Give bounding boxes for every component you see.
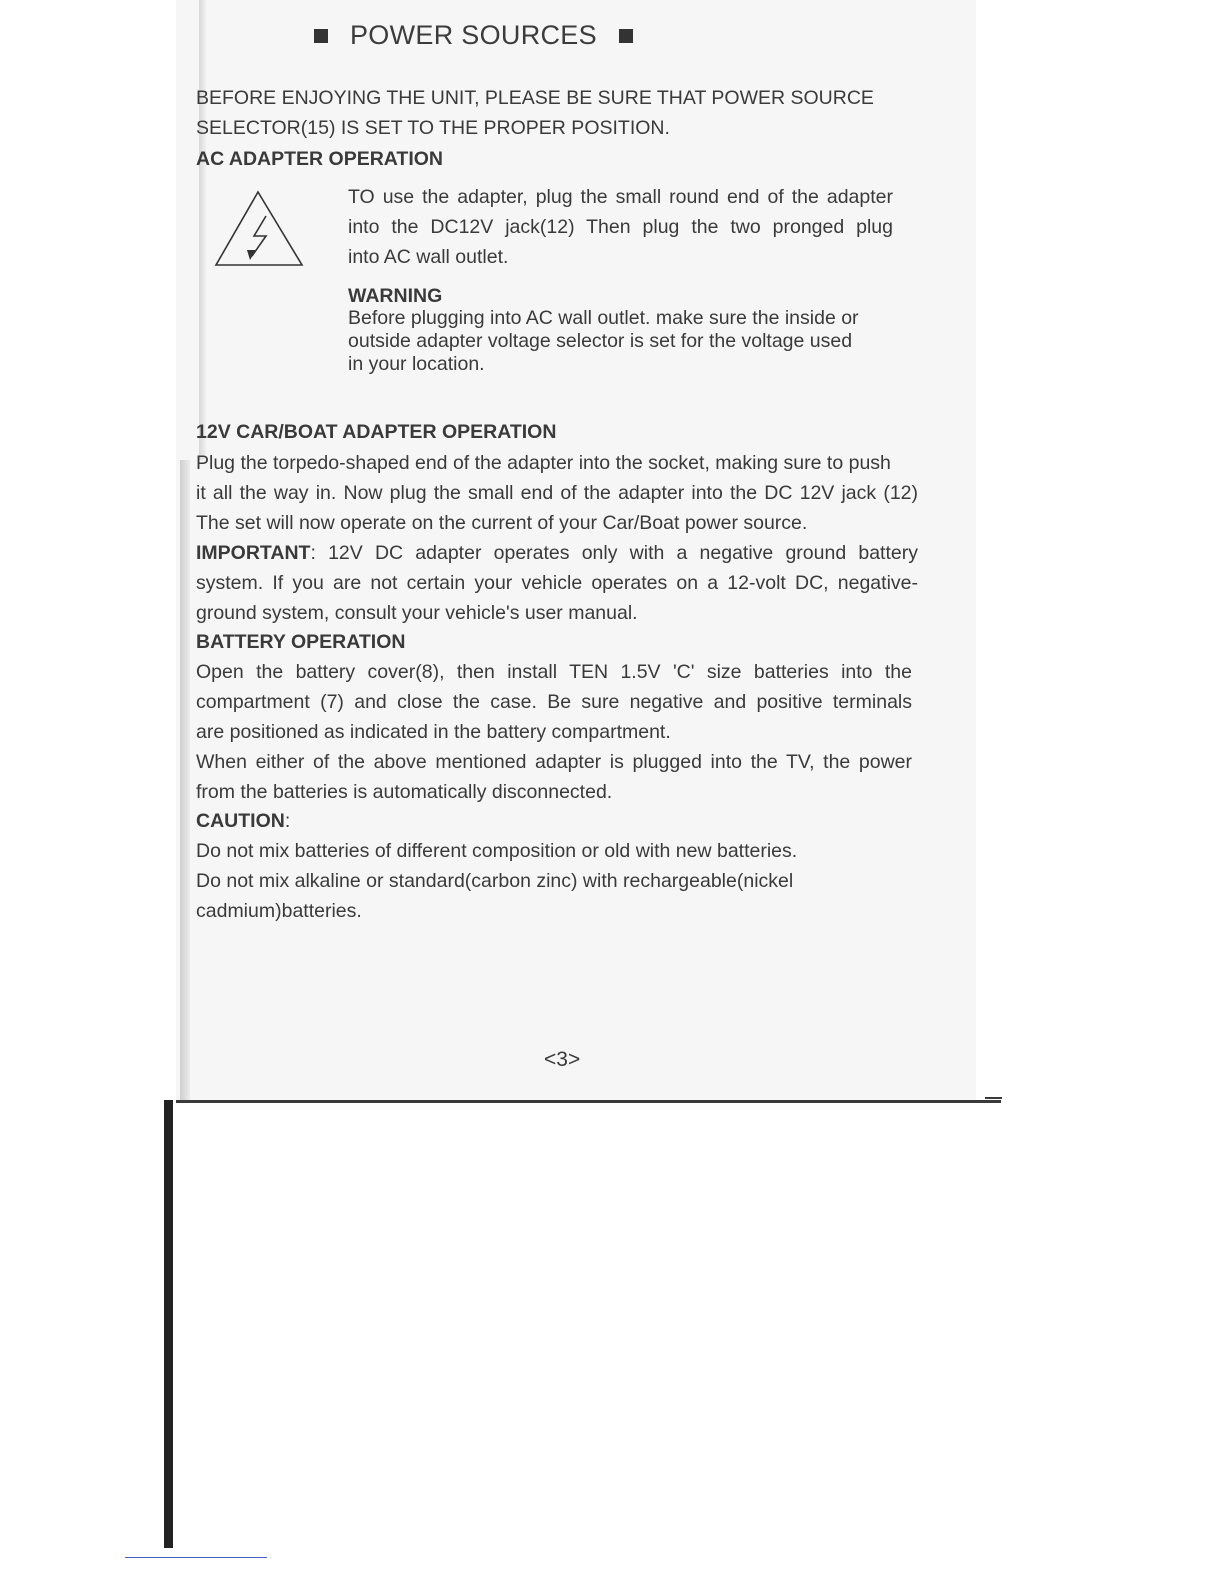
- caution-paragraph: [196, 836, 797, 926]
- page-title: POWER SOURCES: [350, 20, 597, 50]
- ac-line: into the DC12V jack(12) Then plug the two pronged plug: [348, 216, 893, 238]
- important-line: [196, 538, 918, 568]
- lightning-warning-icon: [214, 190, 304, 268]
- important-label: IMPORTANT: [196, 542, 311, 564]
- page-title-row: [314, 20, 633, 51]
- ac-adapter-paragraph: [348, 182, 893, 272]
- warning-line: Before plugging into AC wall outlet. make sure the inside or: [348, 307, 859, 329]
- binding-edge: [164, 1100, 173, 1548]
- battery-paragraph: [196, 657, 912, 807]
- car-boat-heading: 12V CAR/BOAT ADAPTER OPERATION: [196, 421, 557, 443]
- intro-line: SELECTOR(15) IS SET TO THE PROPER POSITION.: [196, 117, 670, 139]
- car-boat-paragraph: [196, 448, 918, 628]
- page-number: <3>: [544, 1048, 581, 1071]
- car-line: The set will now operate on the current of your Car/Boat power source.: [196, 512, 808, 534]
- caution-line: cadmium)batteries.: [196, 900, 362, 922]
- ac-line: TO use the adapter, plug the small round end of the adapter: [348, 186, 893, 208]
- intro-paragraph: [196, 83, 874, 143]
- car-line: Plug the torpedo-shaped end of the adapter into the socket, making sure to push: [196, 452, 891, 474]
- important-line: system. If you are not certain your vehicle operates on a 12-volt DC, negative-: [196, 572, 918, 594]
- ac-adapter-heading: AC ADAPTER OPERATION: [196, 148, 444, 170]
- page-edge-shadow: [199, 0, 206, 460]
- warning-paragraph: [348, 307, 859, 376]
- important-text: : 12V DC adapter operates only with a negative ground battery: [310, 542, 918, 564]
- battery-line: from the batteries is automatically disconnected.: [196, 781, 613, 803]
- intro-line: BEFORE ENJOYING THE UNIT, PLEASE BE SURE THAT POWER SOURCE: [196, 87, 874, 109]
- page-edge-shadow-lower: [180, 460, 190, 1100]
- warning-line: in your location.: [348, 353, 485, 375]
- caution-line: Do not mix alkaline or standard(carbon zinc) with rechargeable(nickel: [196, 870, 794, 892]
- battery-line: are positioned as indicated in the battery compartment.: [196, 721, 671, 743]
- car-line: it all the way in. Now plug the small end of the adapter into the DC 12V jack (12): [196, 482, 918, 504]
- battery-heading: BATTERY OPERATION: [196, 631, 406, 653]
- caution-colon: :: [284, 810, 291, 832]
- caution-heading: [196, 806, 290, 836]
- warning-heading: WARNING: [348, 285, 443, 307]
- page-bottom-edge: [176, 1100, 1001, 1103]
- important-line: ground system, consult your vehicle's user manual.: [196, 602, 638, 624]
- battery-line: When either of the above mentioned adapter is plugged into the TV, the power: [196, 751, 912, 773]
- square-bullet-icon: [619, 29, 633, 43]
- page-bottom-edge-tail: [985, 1097, 1002, 1099]
- warning-line: outside adapter voltage selector is set for the voltage used: [348, 330, 853, 352]
- square-bullet-icon: [314, 29, 328, 43]
- battery-line: Open the battery cover(8), then install TEN 1.5V 'C' size batteries into the: [196, 661, 912, 683]
- caution-line: Do not mix batteries of different composition or old with new batteries.: [196, 840, 798, 862]
- underline-mark: [125, 1557, 267, 1558]
- ac-line: into AC wall outlet.: [348, 246, 509, 268]
- battery-line: compartment (7) and close the case. Be sure negative and positive terminals: [196, 691, 912, 713]
- caution-label: CAUTION: [196, 810, 285, 832]
